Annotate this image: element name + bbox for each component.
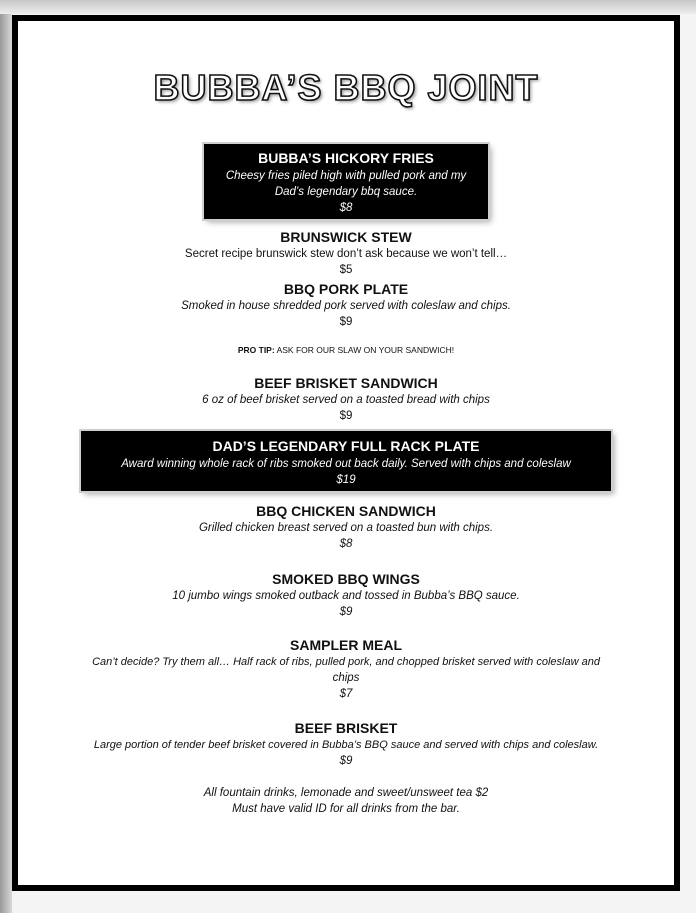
menu-item-smoked-bbq-wings [18,570,674,620]
pro-tip [18,344,674,356]
item-price: $9 [339,316,353,328]
item-price: $9 [339,606,353,618]
item-description: Secret recipe brunswick stew don’t ask because we won’t tell… [184,248,508,260]
featured-item-hickory-fries [204,144,488,219]
item-name: DAD’S LEGENDARY FULL RACK PLATE [212,438,480,454]
drinks-note [18,785,674,817]
item-name: BUBBA’S HICKORY FRIES [258,150,434,166]
pro-tip-text: ASK FOR OUR SLAW ON YOUR SANDWICH! [274,345,455,355]
item-name: SAMPLER MEAL [290,637,402,653]
top-edge-shadow [0,0,696,14]
item-name: BEEF BRISKET SANDWICH [254,375,438,391]
item-name: BBQ CHICKEN SANDWICH [256,503,436,519]
item-price: $9 [339,410,353,422]
item-name: BRUNSWICK STEW [280,229,412,245]
item-name: BBQ PORK PLATE [283,281,409,297]
item-description: Can’t decide? Try them all… Half rack of ribs, pulled pork, and chopped brisket served with coleslaw and [92,656,600,668]
menu-item-bbq-chicken-sandwich [18,502,674,552]
menu-item-brunswick-stew [18,228,674,278]
item-price: $7 [339,688,353,700]
item-price: $9 [339,755,353,767]
left-edge-shadow [0,0,12,913]
menu-item-beef-brisket [18,719,674,769]
menu-page [12,15,680,891]
item-description: Dad’s legendary bbq sauce. [274,186,418,198]
item-price: $8 [339,202,353,214]
pro-tip-label: PRO TIP: [237,345,275,355]
item-name: BEEF BRISKET [294,720,398,736]
item-description: Cheesy fries piled high with pulled pork and my [225,170,467,182]
item-description: 6 oz of beef brisket served on a toasted bread with chips [202,394,490,406]
featured-item-full-rack-plate [81,431,611,491]
item-price: $8 [339,538,353,550]
item-price: $19 [336,474,356,486]
item-description: chips [332,672,360,684]
item-name: SMOKED BBQ WINGS [272,571,420,587]
item-description: Smoked in house shredded pork served with coleslaw and chips. [181,300,511,312]
item-description: Grilled chicken breast served on a toasted bun with chips. [198,522,494,534]
menu-title: BUBBA’S BBQ JOINT [153,67,539,108]
drinks-note-line: Must have valid ID for all drinks from the bar. [232,803,460,815]
item-description: 10 jumbo wings smoked outback and tossed in Bubba’s BBQ sauce. [172,590,520,602]
menu-item-beef-brisket-sandwich [18,374,674,424]
item-description: Award winning whole rack of ribs smoked out back daily. Served with chips and coleslaw [121,458,571,470]
item-description: Large portion of tender beef brisket covered in Bubba’s BBQ sauce and served with chips and coleslaw. [93,739,599,751]
menu-item-sampler-meal [18,636,674,702]
menu-item-bbq-pork-plate [18,280,674,330]
item-price: $5 [339,264,353,276]
drinks-note-line: All fountain drinks, lemonade and sweet/unsweet tea $2 [203,787,489,799]
